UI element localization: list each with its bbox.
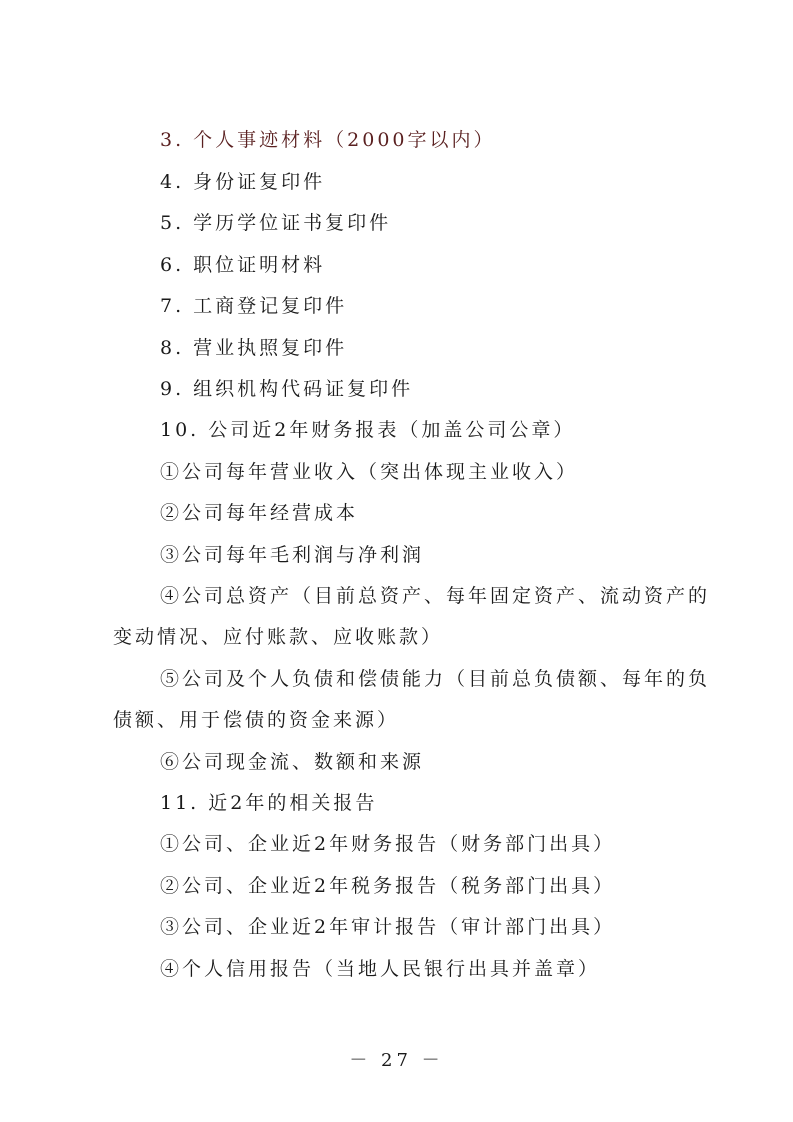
sub-item-10-2: ②公司每年经营成本 xyxy=(160,502,359,524)
list-item-9: 9. 组织机构代码证复印件 xyxy=(160,378,414,400)
sub-item-10-3: ③公司每年毛利润与净利润 xyxy=(160,544,425,566)
sub-item-10-4-continued: 变动情况、应付账款、应收账款） xyxy=(113,626,444,648)
list-item-7: 7. 工商登记复印件 xyxy=(160,295,348,317)
list-item-10: 10. 公司近2年财务报表（加盖公司公章） xyxy=(160,419,576,441)
list-item-4: 4. 身份证复印件 xyxy=(160,171,326,193)
sub-item-11-2: ②公司、企业近2年税务报告（税务部门出具） xyxy=(160,875,616,897)
list-item-11: 11. 近2年的相关报告 xyxy=(160,792,378,814)
sub-item-11-3: ③公司、企业近2年审计报告（审计部门出具） xyxy=(160,916,616,938)
list-item-3: 3. 个人事迹材料（2000字以内） xyxy=(160,129,496,151)
sub-item-10-1: ①公司每年营业收入（突出体现主业收入） xyxy=(160,461,579,483)
sub-item-11-1: ①公司、企业近2年财务报告（财务部门出具） xyxy=(160,833,616,855)
page-number: － 27 － xyxy=(349,1050,444,1071)
list-item-8: 8. 营业执照复印件 xyxy=(160,337,348,359)
sub-item-10-5: ⑤公司及个人负债和偿债能力（目前总负债额、每年的负 xyxy=(160,668,711,690)
sub-item-10-4: ④公司总资产（目前总资产、每年固定资产、流动资产的 xyxy=(160,585,711,607)
sub-item-10-5-continued: 债额、用于偿债的资金来源） xyxy=(113,709,400,731)
list-item-6: 6. 职位证明材料 xyxy=(160,254,326,276)
sub-item-10-6: ⑥公司现金流、数额和来源 xyxy=(160,751,425,773)
sub-item-11-4: ④个人信用报告（当地人民银行出具并盖章） xyxy=(160,958,601,980)
list-item-5: 5. 学历学位证书复印件 xyxy=(160,212,392,234)
